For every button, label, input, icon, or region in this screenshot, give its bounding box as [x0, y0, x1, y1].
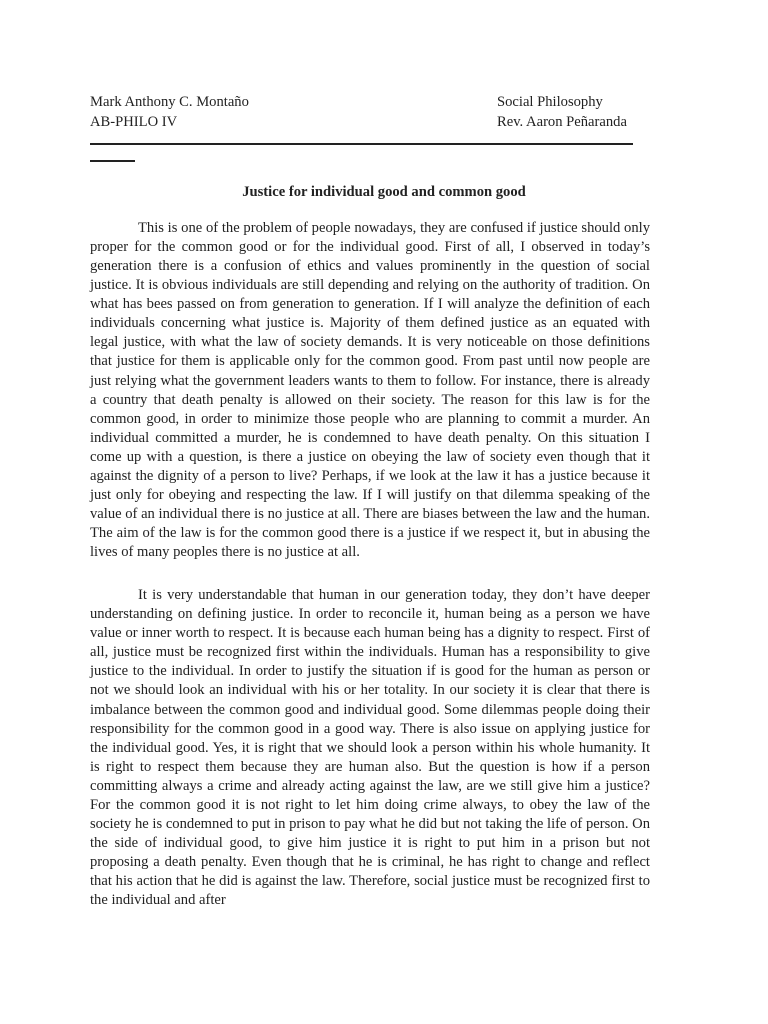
header-divider [90, 143, 633, 145]
header-left-block [90, 92, 249, 132]
document-title: Justice for individual good and common good [242, 184, 526, 200]
program-label: AB-PHILO IV [90, 114, 178, 130]
body-paragraph: This is one of the problem of people nowadays, they are confused if justice should only proper for the common good or for the individual good. First of all, I observed in today’s generation there is a confusion of ethics and values prominently in the question of social justice. It is obvious individuals are still depending and relying on the authority of tradition. On what has bees passed on from generation to generation. If I will analyze the definition of each individuals concerning what justice is. Majority of them defined justice as an equated with legal justice, with what the law of society demands. It is very noticeable on those definitions that justice for them is applicable only for the common good. From past until now people are just relying what the government leaders wants to them to follow. For instance, there is already a country that death penalty is allowed on their society. The reason for this law is for the common good, in order to minimize those people who are planning to commit a murder. An individual committed a murder, he is condemned to have death penalty. On this situation I come up with a question, is there a justice on obeying the law of society even though that it against the dignity of a person to live? Perhaps, if we look at the law it has a justice because it just only for obeying and respecting the law. If I will justify on that dilemma speaking of the value of an individual there is no justice at all. There are biases between the law and the human. The aim of the law is for the common good there is a justice if we respect it, but in abusing the lives of many peoples there is no justice at all. [90, 220, 650, 561]
course-name: Social Philosophy [497, 94, 603, 110]
header-right-block [497, 92, 627, 132]
author-name: Mark Anthony C. Montaño [90, 94, 249, 110]
instructor-name: Rev. Aaron Peñaranda [497, 114, 627, 130]
document-body [90, 219, 650, 934]
header-short-divider [90, 160, 135, 162]
body-paragraph: It is very understandable that human in our generation today, they don’t have deeper understanding on defining justice. In order to reconcile it, human being as a person we have value or inner worth to respect. It is because each human being has a dignity to respect. First of all, justice must be recognized first within the individuals. Human has a responsibility to give justice to the individual. In order to justify the situation if is good for the human as person or not we should look an individual with his or her totality. In our society it is clear that there is imbalance between the common good and individual good. Some dilemmas people doing their responsibility for the common good in a good way. There is also issue on applying justice for the individual good. Yes, it is right that we should look a person within his whole humanity. It is right to respect them because they are human also. But the question is how if a person committing always a crime and already acting against the law, are we still give him a justice? For the common good it is not right to let him doing crime always, to obey the law of the society he is condemned to put in prison to pay what he did but not taking the life of person. On the side of individual good, to give him justice it is right to put him in a prison but not proposing a death penalty. Even though that he is criminal, he has right to change and reflect that his action that he did is against the law. Therefore, social justice must be recognized first to the individual and after [90, 587, 650, 909]
